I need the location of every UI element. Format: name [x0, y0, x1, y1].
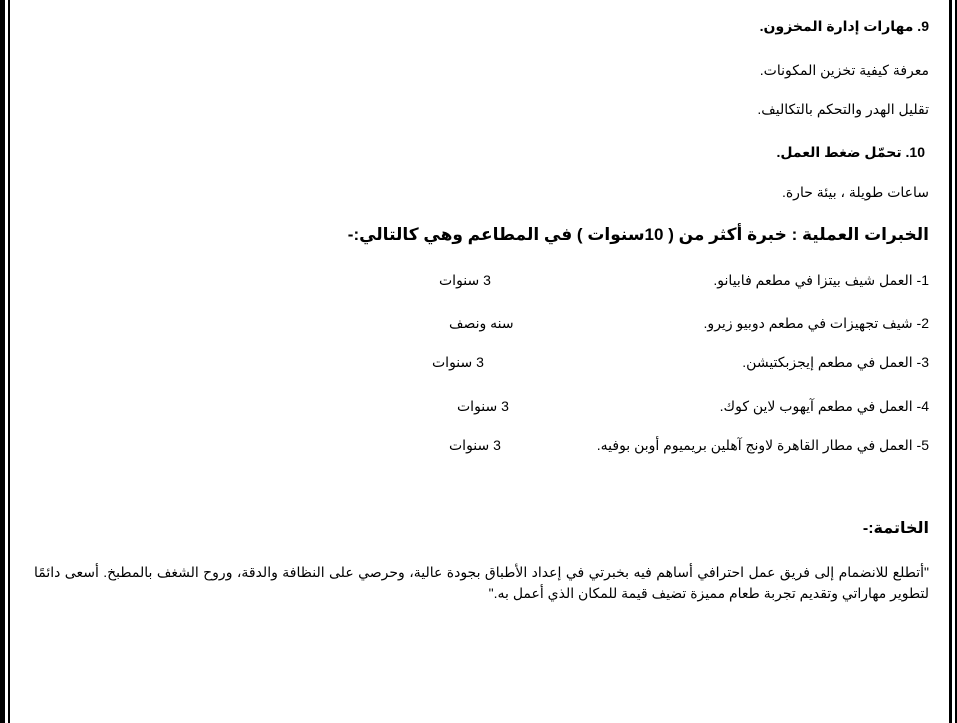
conclusion-text: "أتطلع للانضمام إلى فريق عمل احترافي أساهم فيه بخبرتي في إعداد الأطباق بجودة عالية، وحرصي على النظافة والدقة، وروح الشغف بالمطبخ. أسعى دائمًا لتطوير مهاراتي وتقديم تجربة طعام مميزة تضيف قيمة للمكان الذي أعمل به." [34, 564, 929, 601]
conclusion-heading: الخاتمة:- [862, 520, 929, 537]
experience-item [432, 352, 929, 372]
experience-item [449, 313, 929, 333]
experience-item-duration: 3 سنوات [439, 272, 491, 288]
experience-item [449, 435, 929, 455]
experience-item-text: 3- العمل في مطعم إيجزبكتيشن. [742, 354, 929, 370]
skill-9-item-1: معرفة كيفية تخزين المكونات. [759, 62, 929, 78]
page-border-right-outer [949, 0, 952, 723]
experience-item-duration: سنه ونصف [449, 315, 514, 331]
experience-heading: الخبرات العملية : خبرة أكثر من ( 10سنوات ) في المطاعم وهي كالتالي:- [347, 225, 929, 244]
experience-item-text: 1- العمل شيف بيتزا في مطعم فابيانو. [713, 272, 929, 288]
experience-item-text: 2- شيف تجهيزات في مطعم دوبيو زيرو. [703, 315, 929, 331]
experience-item-text: 4- العمل في مطعم آيهوب لاين كوك. [719, 398, 929, 414]
skill-9-item-2: تقليل الهدر والتحكم بالتكاليف. [757, 101, 929, 117]
experience-item-duration: 3 سنوات [457, 398, 509, 414]
page-border-left-outer [0, 0, 5, 723]
page-border-left-inner [8, 0, 10, 723]
skill-10-title: 10. تحمّل ضغط العمل. [776, 144, 925, 160]
experience-item [439, 270, 929, 290]
experience-item-duration: 3 سنوات [449, 437, 501, 453]
skill-9-title: 9. مهارات إدارة المخزون. [759, 18, 929, 34]
experience-item [457, 396, 929, 416]
skill-10-item-1: ساعات طويلة ، بيئة حارة. [781, 184, 929, 200]
experience-item-duration: 3 سنوات [432, 354, 484, 370]
experience-item-text: 5- العمل في مطار القاهرة لاونج آهلين بريميوم أوبن بوفيه. [596, 437, 929, 453]
